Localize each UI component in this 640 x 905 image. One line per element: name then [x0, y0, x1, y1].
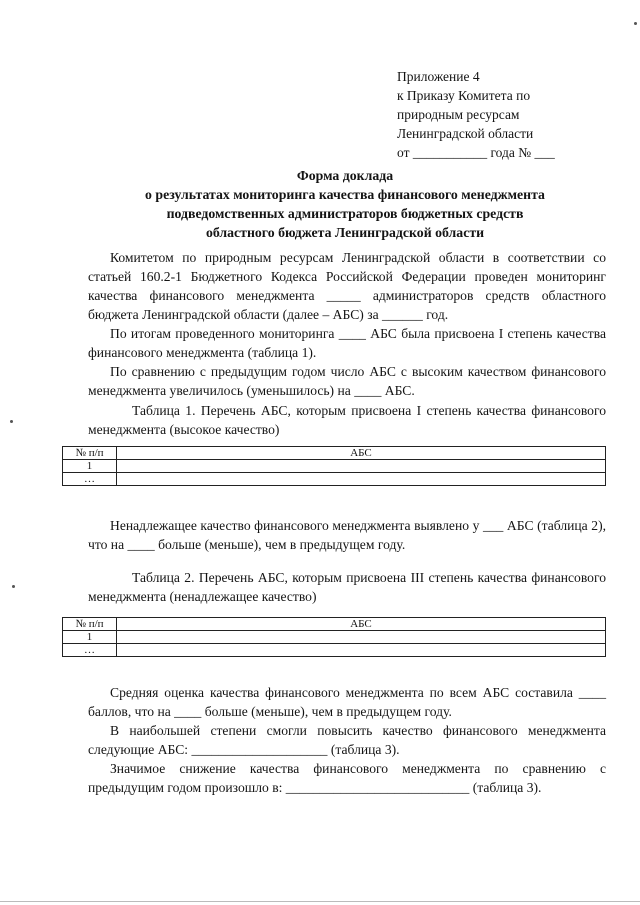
title-line: подведомственных администраторов бюджетных средств	[166, 206, 524, 221]
appendix-line: к Приказу Комитета по	[397, 88, 531, 103]
header-cell-abs: АБС	[117, 447, 606, 460]
cell-abs	[117, 473, 606, 486]
title-line: Форма доклада	[296, 168, 394, 183]
intro-section	[88, 248, 606, 400]
paragraph-average-score: Средняя оценка качества финансового менеджмента по всем АБС составила ____ баллов, что на ____ больше (меньше), чем в предыдущем году.	[88, 685, 606, 719]
paragraph-first-degree: По итогам проведенного мониторинга ____ АБС была присвоена I степень качества финансового менеджмента (таблица 1).	[88, 326, 606, 360]
table-row	[63, 631, 606, 644]
appendix-line: природным ресурсам	[397, 107, 520, 122]
document-title	[60, 166, 630, 242]
cell-abs	[117, 631, 606, 644]
appendix-block	[397, 67, 597, 162]
header-cell-number: № п/п	[63, 447, 117, 460]
table-row	[63, 644, 606, 657]
table-row	[63, 473, 606, 486]
title-line: о результатах мониторинга качества финансового менеджмента	[145, 187, 545, 202]
paragraph-improved: В наибольшей степени смогли повысить качество финансового менеджмента следующие АБС: ____________________ (таблица 3).	[88, 723, 606, 757]
appendix-line: Приложение 4	[397, 69, 480, 84]
title-line: областного бюджета Ленинградской области	[205, 225, 485, 240]
scan-speck	[12, 585, 15, 588]
inadequate-section	[88, 516, 606, 554]
table2-caption: Таблица 2. Перечень АБС, которым присвоена III степень качества финансового менеджмента (ненадлежащее качество)	[88, 570, 606, 604]
scan-speck	[634, 22, 637, 25]
table-1	[62, 446, 606, 486]
appendix-line: Ленинградской области	[397, 126, 534, 141]
cell-number: 1	[63, 460, 117, 473]
table-2	[62, 617, 606, 657]
cell-abs	[117, 644, 606, 657]
table2-caption-block	[88, 568, 606, 606]
table-header-row	[63, 618, 606, 631]
paragraph-comparison: По сравнению с предыдущим годом число АБС с высоким качеством финансового менеджмента увеличилось (уменьшилось) на ____ АБС.	[88, 364, 606, 398]
paragraph-intro: Комитетом по природным ресурсам Ленинградской области в соответствии со статьей 160.2-1 Бюджетного Кодекса Российской Федерации проведен мониторинг качества финансового менеджмента _____ администраторов средств областного бюджета Ленинградской области (далее – АБС) за ______ год.	[88, 250, 606, 322]
appendix-line: от ___________ года № ___	[397, 145, 555, 160]
cell-number: …	[63, 473, 117, 486]
cell-number: …	[63, 644, 117, 657]
table-row	[63, 460, 606, 473]
header-cell-abs: АБС	[117, 618, 606, 631]
summary-section	[88, 683, 606, 797]
scan-edge-line	[0, 901, 640, 902]
cell-abs	[117, 460, 606, 473]
table1-caption: Таблица 1. Перечень АБС, которым присвоена I степень качества финансового менеджмента (высокое качество)	[88, 403, 606, 437]
paragraph-inadequate: Ненадлежащее качество финансового менеджмента выявлено у ___ АБС (таблица 2), что на ____ больше (меньше), чем в предыдущем году.	[88, 518, 606, 552]
scan-speck	[10, 420, 13, 423]
header-cell-number: № п/п	[63, 618, 117, 631]
paragraph-decline: Значимое снижение качества финансового менеджмента по сравнению с предыдущим годом произошло в: ___________________________ (таблица 3).	[88, 761, 606, 795]
cell-number: 1	[63, 631, 117, 644]
table-header-row	[63, 447, 606, 460]
table1-caption-block	[88, 401, 606, 439]
